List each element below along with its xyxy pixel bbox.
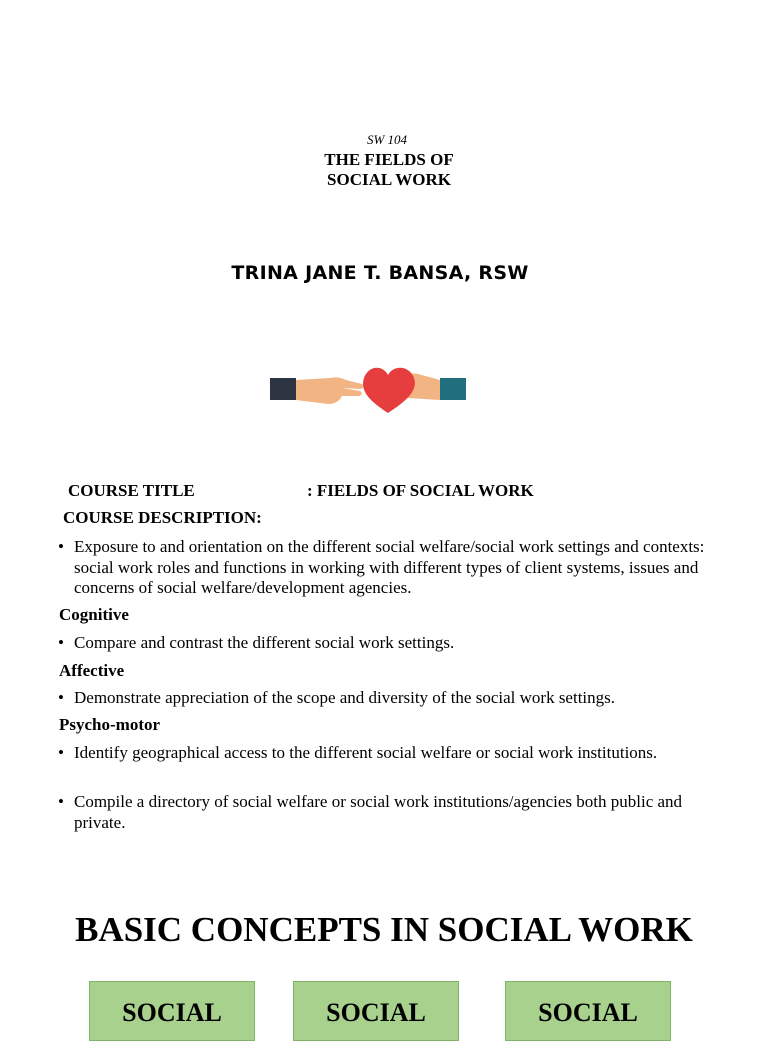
bullet-icon: • <box>58 743 64 762</box>
left-hand <box>296 377 363 404</box>
right-cuff <box>440 378 466 400</box>
course-code: SW 104 <box>366 132 408 147</box>
bullet-icon: • <box>58 633 64 652</box>
cognitive-objective: Compare and contrast the different social work settings. <box>74 633 455 652</box>
concept-box: SOCIAL <box>293 981 459 1041</box>
section-heading: BASIC CONCEPTS IN SOCIAL WORK <box>75 910 693 949</box>
page-title-line-2: SOCIAL WORK <box>327 170 451 189</box>
heart-shape <box>363 368 415 413</box>
hands-heart-icon <box>268 358 468 416</box>
bullet-icon: • <box>58 537 64 556</box>
bullet-icon: • <box>58 688 64 707</box>
psychomotor-objective-1: Identify geographical access to the different social welfare or social work institutions. <box>74 743 658 762</box>
page-title-line-1: THE FIELDS OF <box>324 150 454 169</box>
affective-label: Affective <box>59 661 125 680</box>
psychomotor-objective-2: Compile a directory of social welfare or social work institutions/agencies both public and private. <box>74 792 683 832</box>
cognitive-label: Cognitive <box>59 605 129 624</box>
course-description-text: Exposure to and orientation on the different social welfare/social work settings and contexts: social work roles and functions in working with different types of client systems, issues and concerns of social welfare/development agencies. <box>74 537 705 597</box>
concept-box: SOCIAL <box>89 981 255 1041</box>
course-description-label: COURSE DESCRIPTION: <box>63 508 262 527</box>
bullet-icon: • <box>58 792 64 811</box>
concept-box: SOCIAL <box>505 981 671 1041</box>
affective-objective: Demonstrate appreciation of the scope and diversity of the social work settings. <box>74 688 616 707</box>
psychomotor-label: Psycho-motor <box>59 715 161 734</box>
left-cuff <box>270 378 296 400</box>
author-name: TRINA JANE T. BANSA, RSW <box>231 262 529 284</box>
course-title-value: : FIELDS OF SOCIAL WORK <box>307 481 534 500</box>
course-title-label: COURSE TITLE <box>68 481 195 500</box>
